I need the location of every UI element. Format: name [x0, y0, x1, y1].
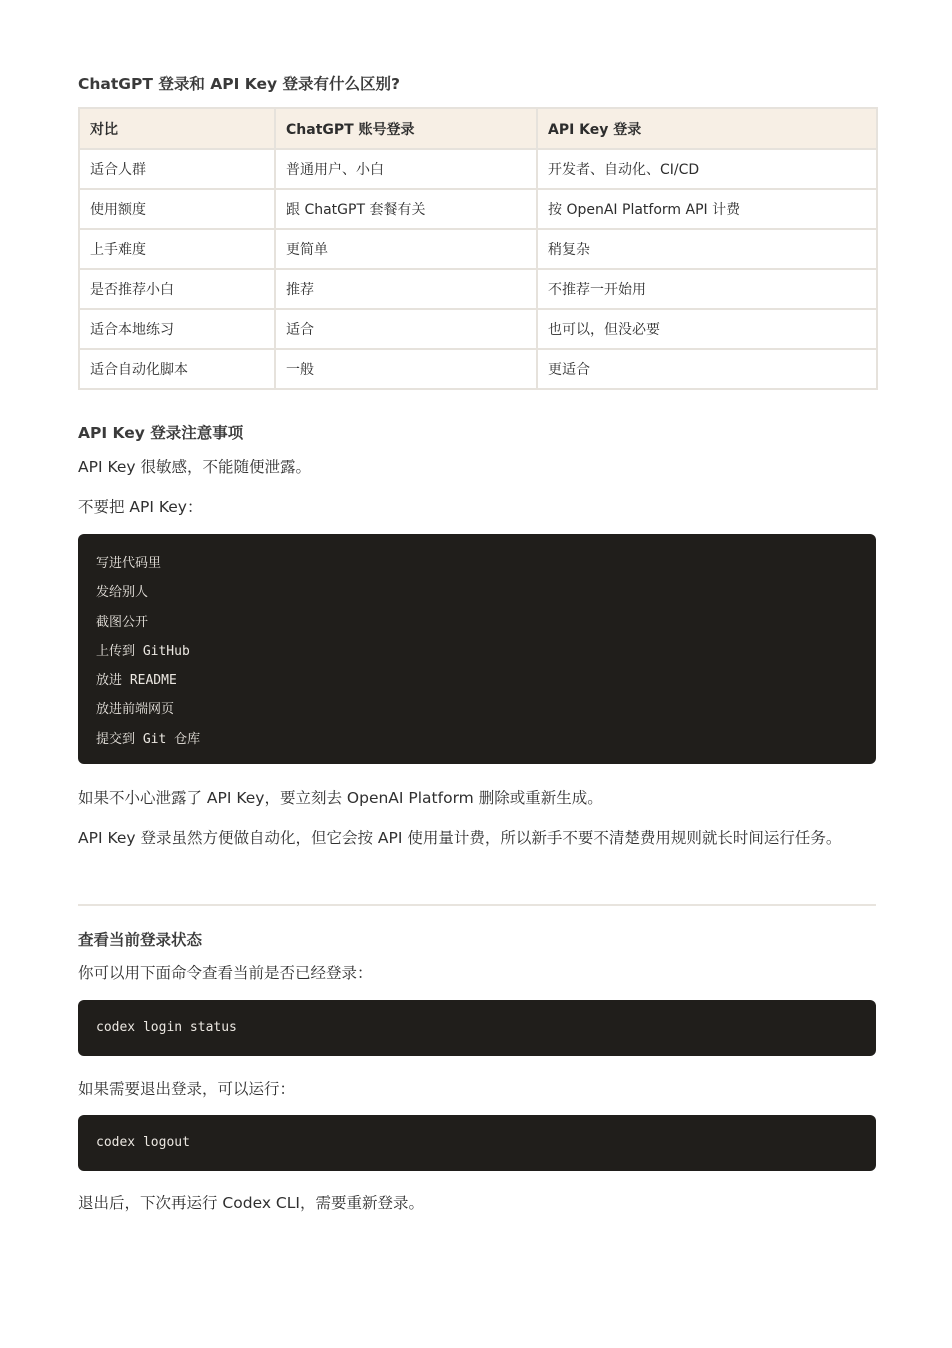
- code-line: 上传到 GitHub: [96, 643, 190, 659]
- divider: [78, 904, 876, 906]
- sensitive-paragraph: API Key 很敏感，不能随便泄露。: [78, 458, 311, 476]
- table-cell: 适合人群: [79, 149, 275, 189]
- table-cell: 推荐: [275, 269, 537, 309]
- code-line: codex logout: [96, 1135, 190, 1150]
- logout-paragraph: 如果需要退出登录，可以运行：: [78, 1080, 296, 1098]
- code-block-dont-list: [78, 534, 876, 764]
- table-cell: 稍复杂: [537, 229, 877, 269]
- table-cell: 不推荐一开始用: [537, 269, 877, 309]
- table-header-cell: API Key 登录: [537, 108, 877, 149]
- code-line: 放进前端网页: [96, 702, 175, 718]
- table-cell: 更简单: [275, 229, 537, 269]
- compare-heading: ChatGPT 登录和 API Key 登录有什么区别?: [78, 75, 400, 93]
- code-line: codex login status: [96, 1020, 237, 1035]
- code-block-logout: [78, 1115, 876, 1171]
- table-header-cell: ChatGPT 账号登录: [275, 108, 537, 149]
- apikey-heading: API Key 登录注意事项: [78, 424, 244, 442]
- code-line: 放进 README: [96, 673, 177, 689]
- table-row: [79, 309, 877, 349]
- table-cell: 适合自动化脚本: [79, 349, 275, 389]
- code-line: 写进代码里: [96, 556, 162, 571]
- table-cell: 更适合: [537, 349, 877, 389]
- table-cell: 是否推荐小白: [79, 269, 275, 309]
- code-line: 发给别人: [96, 585, 149, 601]
- code-line: 提交到 Git 仓库: [96, 731, 201, 747]
- table-row: [79, 349, 877, 389]
- table-header-row: [79, 108, 877, 149]
- table-cell: 跟 ChatGPT 套餐有关: [275, 189, 537, 229]
- leak-paragraph: 如果不小心泄露了 API Key，要立刻去 OpenAI Platform 删除或重新生成。: [78, 789, 603, 807]
- table-row: [79, 269, 877, 309]
- code-line: 截图公开: [96, 614, 149, 630]
- table-cell: 使用额度: [79, 189, 275, 229]
- table-cell: 按 OpenAI Platform API 计费: [537, 189, 877, 229]
- dont-paragraph: 不要把 API Key：: [78, 498, 203, 516]
- table-header-cell: 对比: [79, 108, 275, 149]
- table-row: [79, 189, 877, 229]
- table-cell: 适合: [275, 309, 537, 349]
- table-cell: 一般: [275, 349, 537, 389]
- table-cell: 上手难度: [79, 229, 275, 269]
- table-cell: 也可以，但没必要: [537, 309, 877, 349]
- table-cell: 普通用户、小白: [275, 149, 537, 189]
- status-paragraph: 你可以用下面命令查看当前是否已经登录：: [78, 964, 373, 982]
- table-row: [79, 229, 877, 269]
- comparison-table: [78, 107, 878, 390]
- table-row: [79, 149, 877, 189]
- billing-paragraph: API Key 登录虽然方便做自动化，但它会按 API 使用量计费，所以新手不要不清楚费用规则就长时间运行任务。: [78, 829, 842, 847]
- code-block-status: [78, 1000, 876, 1056]
- status-heading: 查看当前登录状态: [78, 931, 203, 949]
- table-cell: 开发者、自动化、CI/CD: [537, 149, 877, 189]
- after-paragraph: 退出后，下次再运行 Codex CLI，需要重新登录。: [78, 1194, 424, 1212]
- table-cell: 适合本地练习: [79, 309, 275, 349]
